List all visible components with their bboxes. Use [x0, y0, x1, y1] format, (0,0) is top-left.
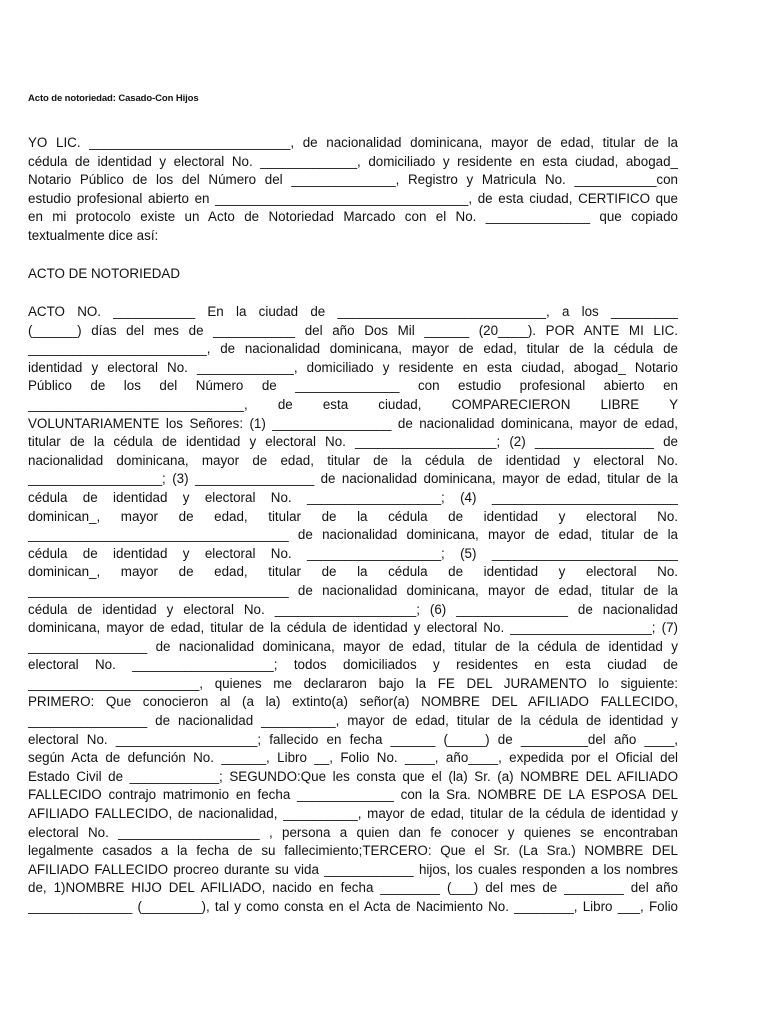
body-line: dominican_, mayor de edad, titular de la cédula de identidad y electoral No.	[28, 508, 678, 524]
body-line: cédula de identidad y electoral No. __________________; (4) _________________________	[28, 489, 678, 505]
body-line: (______) días del mes de ___________ del año Dos Mil ______ (20____). POR ANTE MI LIC.	[28, 322, 678, 338]
body-line: nacionalidad dominicana, mayor de edad, titular de la cédula de identidad y electoral No.	[28, 452, 678, 468]
body-line: ACTO NO. ___________ En la ciudad de ____________________________, a los _________	[28, 304, 678, 319]
body-line: electoral No. ___________________ , persona a quien dan fe conocer y quienes se encontraban	[28, 824, 678, 840]
body-line: dominicana, mayor de edad, titular de la cédula de identidad y electoral No. ___________________; (7)	[28, 620, 678, 636]
body-line: _____________________________, de esta ciudad, COMPARECIERON LIBRE Y	[28, 396, 678, 412]
body-line: ___________________________________ de nacionalidad dominicana, mayor de edad, titular de la	[28, 527, 678, 543]
intro-paragraph	[28, 134, 678, 246]
body-line: dominican_, mayor de edad, titular de la cédula de identidad y electoral No.	[28, 564, 678, 580]
intro-line: cédula de identidad y electoral No. _____________, domiciliado y residente en esta ciudad, abogad_	[28, 153, 678, 169]
body-line: _______________________, quienes me declararon bajo la FE DEL JURAMENTO lo siguiente:	[28, 675, 678, 691]
intro-line: en mi protocolo existe un Acto de Notoriedad Marcado con el No. ______________ que copiado	[28, 209, 678, 225]
document-title: Acto de notoriedad: Casado-Con Hijos	[28, 93, 199, 104]
body-line: ________________ de nacionalidad __________, mayor de edad, titular de la cédula de identidad y	[28, 713, 678, 729]
intro-line: estudio profesional abierto en __________________________________, de esta ciudad, CERTIFICO que	[28, 190, 678, 206]
body-line: Público de los del Número de ______________ con estudio profesional abierto en	[28, 378, 678, 394]
body-line: PRIMERO: Que conocieron al (a la) extinto(a) señor(a) NOMBRE DEL AFILIADO FALLECIDO,	[28, 694, 678, 710]
section-heading: ACTO DE NOTORIEDAD	[28, 266, 181, 281]
body-line: ________________ de nacionalidad dominicana, mayor de edad, titular de la cédula de identidad y	[28, 638, 678, 654]
body-line: de, 1)NOMBRE HIJO DEL AFILIADO, nacido en fecha ________ (___) del mes de ________ del año	[28, 880, 678, 896]
intro-line: textualmente dice así:	[28, 227, 159, 243]
body-paragraph	[28, 303, 678, 917]
body-line: ___________________________________ de nacionalidad dominicana, mayor de edad, titular de la	[28, 582, 678, 598]
body-line: FALLECIDO contrajo matrimonio en fecha _____________ con la Sra. NOMBRE DE LA ESPOSA DEL	[28, 787, 678, 803]
body-line: ________________________, de nacionalidad dominicana, mayor de edad, titular de la cédula de	[28, 341, 678, 357]
body-line: según Acta de defunción No. ______, Libro __, Folio No. ____, año____, expedida por el Oficial del	[28, 750, 678, 766]
body-line: __________________; (3) ________________ de nacionalidad dominicana, mayor de edad, titular de la	[28, 471, 678, 487]
body-line: electoral No. ___________________; todos domiciliados y residentes en esta ciudad de	[28, 657, 678, 673]
body-line: ______________ (________), tal y como consta en el Acta de Nacimiento No. ________, Libro ___, Folio	[28, 899, 678, 914]
body-line: AFILIADO FALLECIDO procreo durante su vida ____________ hijos, los cuales responden a los nombres	[28, 861, 678, 877]
body-line: legalmente casados a la fecha de su fallecimiento;TERCERO: Que el Sr. (La Sra.) NOMBRE DEL	[28, 843, 678, 859]
body-line: Estado Civil de ____________; SEGUNDO:Que les consta que el (la) Sr. (a) NOMBRE DEL AFILIADO	[28, 768, 678, 784]
body-line: identidad y electoral No. _____________, domiciliado y residente en esta ciudad, abogad_ Notario	[28, 359, 678, 375]
intro-line: Notario Público de los del Número del ______________, Registro y Matricula No. ___________con	[28, 172, 678, 188]
body-line: cédula de identidad y electoral No. ___________________; (6) _______________ de nacionalidad	[28, 601, 678, 617]
body-line: cédula de identidad y electoral No. __________________; (5) _________________________	[28, 545, 678, 561]
intro-line: YO LIC. ___________________________, de nacionalidad dominicana, mayor de edad, titular de la	[28, 135, 678, 150]
body-line: titular de la cédula de identidad y electoral No. ___________________; (2) ________________ de	[28, 434, 678, 450]
body-line: VOLUNTARIAMENTE los Señores: (1) ________________ de nacionalidad dominicana, mayor de edad,	[28, 415, 678, 431]
body-line: AFILIADO FALLECIDO, de nacionalidad, __________, mayor de edad, titular de la cédula de identidad y	[28, 806, 678, 822]
body-line: electoral No. ___________________; fallecido en fecha ______ (_____) de _________del año ____,	[28, 731, 678, 747]
